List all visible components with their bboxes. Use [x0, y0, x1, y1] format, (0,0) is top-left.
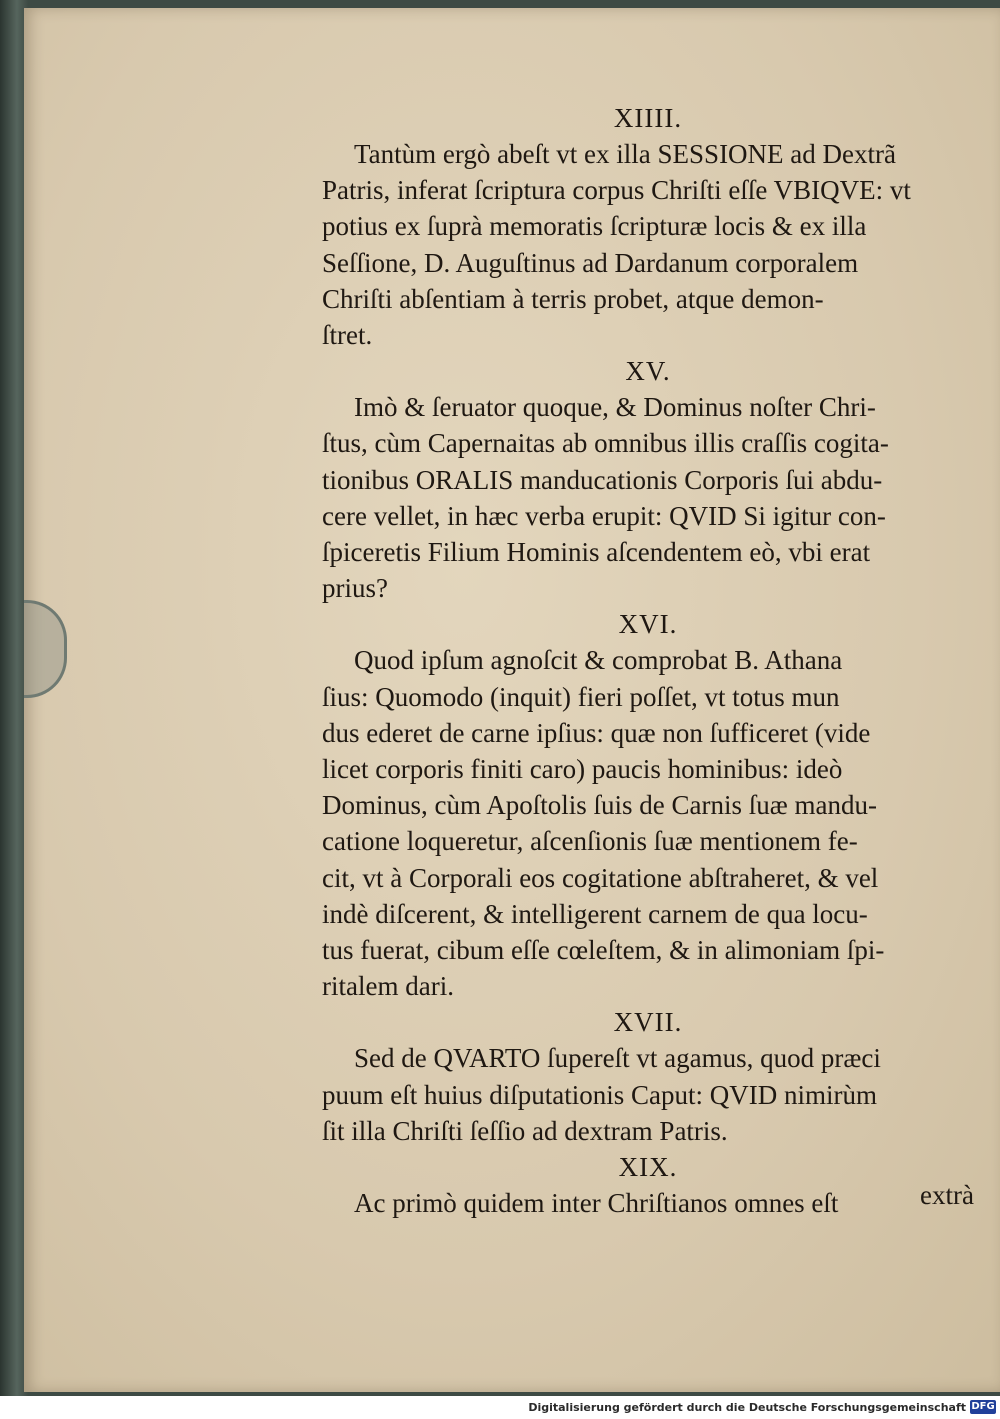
section-16: [322, 606, 974, 1004]
text-line: puum eſt huius diſputationis Caput: QVID nimirùm: [322, 1079, 877, 1110]
text-line: Seſſione, D. Auguſtinus ad Dardanum corporalem: [322, 247, 859, 278]
section-15: [322, 353, 974, 606]
text-line: Chriſti abſentiam à terris probet, atque demon-: [322, 283, 824, 314]
text-line: Quod ipſum agnoſcit & comprobat B. Athana: [354, 645, 843, 676]
section-heading: XIIII.: [613, 103, 683, 133]
paragraph: [322, 1040, 974, 1149]
section-19: [322, 1149, 974, 1221]
text-line: cit, vt à Corporali eos cogitatione abſtraheret, & vel: [322, 862, 879, 893]
page-text: [322, 100, 974, 1221]
text-line: Patris, inferat ſcriptura corpus Chriſti eſſe VBIQVE: vt: [322, 175, 911, 206]
text-line: Imò & ſeruator quoque, & Dominus noſter Chri-: [354, 392, 876, 423]
footer-credit: Digitalisierung gefördert durch die Deutsche Forschungsgemeinschaft: [528, 1401, 966, 1414]
text-line: ſtret.: [322, 320, 373, 351]
text-line: cere vellet, in hæc verba erupit: QVID Si igitur con-: [322, 500, 886, 531]
text-line: Ac primò quidem inter Chriſtianos omnes eſt: [354, 1188, 839, 1219]
text-line: ritalem dari.: [322, 971, 454, 1002]
text-line: dus ederet de carne ipſius: quæ non ſufficeret (vide: [322, 717, 871, 748]
paragraph: [322, 642, 974, 1004]
page-clasp: [24, 600, 67, 698]
text-line: Sed de QVARTO ſupereſt vt agamus, quod præci: [354, 1043, 881, 1074]
section-17: [322, 1004, 974, 1149]
text-line: catione loqueretur, aſcenſionis ſuæ mentionem fe-: [322, 826, 858, 857]
section-heading: XVII.: [613, 1007, 683, 1038]
digitization-footer: [0, 1396, 1000, 1419]
text-line: potius ex ſuprà memoratis ſcripturæ locis & ex illa: [322, 211, 867, 242]
paragraph: [322, 1185, 974, 1221]
text-line: ſtus, cùm Capernaitas ab omnibus illis craſſis cogita-: [322, 428, 889, 459]
text-line: indè diſcerent, & intelligerent carnem de qua locu-: [322, 898, 868, 929]
dfg-logo-icon: DFG: [971, 1401, 995, 1412]
paragraph: [322, 389, 974, 606]
text-line: tus fuerat, cibum eſſe cœleſtem, & in alimoniam ſpi-: [322, 935, 885, 966]
section-14: [322, 100, 974, 353]
section-heading: XV.: [625, 356, 671, 387]
text-line: ſit illa Chriſti ſeſſio ad dextram Patris.: [322, 1115, 728, 1146]
text-line: ſpiceretis Filium Hominis aſcendentem eò, vbi erat: [322, 537, 871, 568]
text-line: prius?: [322, 573, 388, 604]
text-line: licet corporis finiti caro) paucis hominibus: ideò: [322, 754, 843, 785]
paragraph: [322, 136, 974, 353]
text-line: ſius: Quomodo (inquit) fieri poſſet, vt totus mun: [322, 681, 840, 712]
section-heading: XIX.: [618, 1152, 678, 1183]
section-heading: XVI.: [618, 609, 678, 640]
text-line: Dominus, cùm Apoſtolis ſuis de Carnis ſuæ mandu-: [322, 790, 877, 821]
text-line: tionibus ORALIS manducationis Corporis ſui abdu-: [322, 464, 883, 495]
catchword: extrà: [920, 1180, 974, 1210]
text-line: Tantùm ergò abeſt vt ex illa SESSIONE ad Dextrã: [354, 139, 896, 169]
